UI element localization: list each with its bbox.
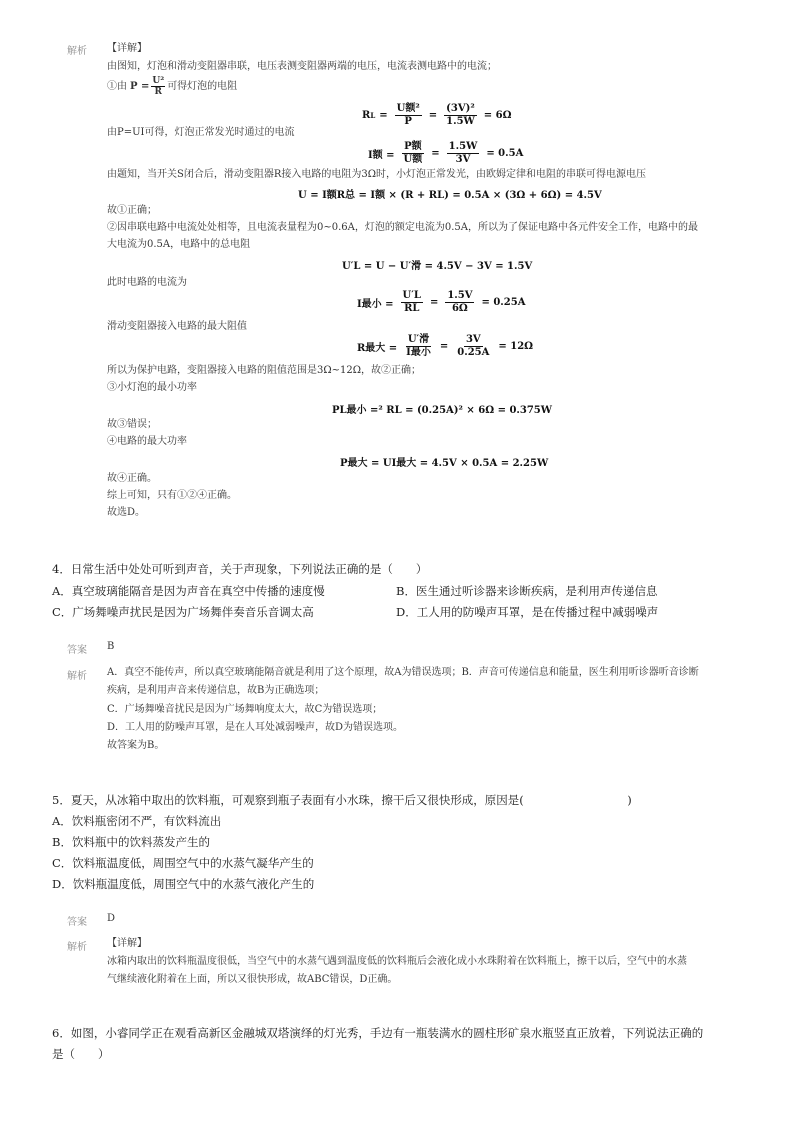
q3-line-13: ④电路的最大功率 xyxy=(107,436,187,447)
q3-line-3: 由P=UI可得，灯泡正常发光时通过的电流 xyxy=(107,127,295,138)
answer-label: 答案 xyxy=(67,917,87,928)
q3-line-2-suffix: 可得灯泡的电阻 xyxy=(167,80,238,92)
q3-line-12: 故③错误； xyxy=(107,419,157,430)
formula-6-frac-1 xyxy=(404,334,433,359)
q3-line-2-P: P = xyxy=(130,80,150,92)
fraction-numerator: 1.5V xyxy=(447,290,473,301)
q3-line-15: 综上可知，只有①②④正确。 xyxy=(107,490,237,501)
analysis-label: 解析 xyxy=(67,942,87,953)
formula-1-lhs: R xyxy=(362,110,371,121)
q4-option-d: D．工人用的防噪声耳罩，是在传播过程中减弱噪声 xyxy=(396,605,659,619)
formula-2-frac-2 xyxy=(447,141,480,166)
fraction-denominator: RL xyxy=(404,303,420,314)
formula-3: U = I额R总 = I额 × (R + RL) = 0.5A × (3Ω + 6Ω) = 4.5V xyxy=(298,190,602,201)
formula-5 xyxy=(357,290,525,315)
formula-8: P最大 = UI最大 = 4.5V × 0.5A = 2.25W xyxy=(340,458,549,469)
fraction-denominator: 6Ω xyxy=(451,303,468,314)
fraction-denominator: U额 xyxy=(403,154,423,165)
q5-option-b: B．饮料瓶中的饮料蒸发产生的 xyxy=(52,835,210,849)
q5-option-a: A．饮料瓶密闭不严，有饮料流出 xyxy=(52,814,222,828)
formula-1-eq2: = xyxy=(428,110,438,121)
fraction-numerator: U′L xyxy=(402,290,421,301)
q3-line-7: 大电流为0.5A，电路中的总电阻 xyxy=(107,239,251,250)
fraction-denominator: I最小 xyxy=(406,347,431,358)
formula-1-lhs-sub: L xyxy=(370,111,376,120)
formula-7: PL最小 =² RL = (0.25A)² × 6Ω = 0.375W xyxy=(332,405,552,416)
q5-stem: 5．夏天，从冰箱中取出的饮料瓶，可观察到瓶子表面有小水珠，擦干后又很快形成，原因是( ) xyxy=(52,793,632,807)
formula-5-lhs: I最小 = xyxy=(357,299,394,310)
formula-2-eq: = xyxy=(431,148,440,159)
q3-line-2-prefix: ①由 xyxy=(107,80,127,92)
q4-answer: B xyxy=(107,641,115,652)
q3-line-11: ③小灯泡的最小功率 xyxy=(107,382,197,393)
q4-analysis-2: 疾病，是利用声音来传递信息，故B为正确选项； xyxy=(107,685,325,696)
q4-option-c: C．广场舞噪声扰民是因为广场舞伴奏音乐音调太高 xyxy=(52,605,314,619)
formula-1-result: = 6Ω xyxy=(483,110,512,121)
q5-option-c: C．饮料瓶温度低，周围空气中的水蒸气凝华产生的 xyxy=(52,856,314,870)
formula-6-eq: = xyxy=(439,341,449,352)
q6-stem-line-1: 6．如图，小睿同学正在观看高新区金融城双塔演绎的灯光秀，手边有一瓶装满水的圆柱形矿泉水瓶竖直正放着，下列说法正确的 xyxy=(52,1026,704,1040)
analysis-label: 解析 xyxy=(67,46,87,57)
q3-line-4: 由题知，当开关S闭合后，滑动变阻器R接入电路的电阻为3Ω时，小灯泡正常发光，由欧姆定律和电阻的串联可得电源电压 xyxy=(107,169,647,180)
q3-line-2 xyxy=(107,76,237,97)
q4-analysis-4: D．工人用的防噪声耳罩，是在人耳处减弱噪声，故D为错误选项。 xyxy=(107,722,404,733)
fraction-denominator: 0.25A xyxy=(457,347,490,358)
formula-1-frac-1 xyxy=(395,103,422,128)
q4-option-b: B．医生通过听诊器来诊断疾病，是利用声传递信息 xyxy=(396,584,658,598)
fraction-numerator: (3V)² xyxy=(446,103,475,114)
q4-analysis-5: 故答案为B。 xyxy=(107,740,165,751)
detail-tag: 【详解】 xyxy=(107,938,147,949)
fraction-denominator: 3V xyxy=(455,154,471,165)
detail-tag: 【详解】 xyxy=(107,43,147,54)
fraction-numerator: 3V xyxy=(465,334,481,345)
q4-analysis-1: A．真空不能传声，所以真空玻璃能隔音就是利用了这个原理，故A为错误选项；B．声音可传递信息和能量，医生利用听诊器听音诊断 xyxy=(107,667,699,678)
formula-4: U′L = U − U′滑 = 4.5V − 3V = 1.5V xyxy=(342,261,533,272)
q6-stem-line-2: 是（ ） xyxy=(52,1047,110,1061)
q3-line-10: 所以为保护电路，变阻器接入电路的阻值范围是3Ω~12Ω，故②正确； xyxy=(107,365,422,376)
fraction-numerator: P额 xyxy=(404,141,422,152)
q5-analysis-1: 冰箱内取出的饮料瓶温度很低，当空气中的水蒸气遇到温度低的饮料瓶后会液化成小水珠附着在饮料瓶上，擦干以后，空气中的水蒸 xyxy=(107,956,687,967)
q3-line-2-fraction xyxy=(151,76,165,97)
q4-stem: 4．日常生活中处处可听到声音，关于声现象，下列说法正确的是（ ） xyxy=(52,562,428,576)
formula-6-frac-2 xyxy=(455,334,491,359)
fraction-numerator: 1.5W xyxy=(448,141,478,152)
formula-2-result: = 0.5A xyxy=(486,148,524,159)
fraction-denominator: R xyxy=(154,87,163,97)
formula-1-frac-2 xyxy=(444,103,477,128)
answer-label: 答案 xyxy=(67,645,87,656)
q5-answer: D xyxy=(107,913,116,924)
formula-1 xyxy=(362,103,512,128)
formula-2 xyxy=(368,141,523,166)
q3-line-14: 故④正确。 xyxy=(107,473,157,484)
formula-5-frac-1 xyxy=(401,290,423,315)
formula-5-frac-2 xyxy=(445,290,474,315)
formula-1-eq: = xyxy=(379,110,388,121)
formula-6-lhs: R最大 = xyxy=(357,343,398,354)
q3-line-1: 由图知，灯泡和滑动变阻器串联，电压表测变阻器两端的电压，电流表测电路中的电流； xyxy=(107,61,497,72)
fraction-numerator: U′滑 xyxy=(407,334,430,345)
q3-line-16: 故选D。 xyxy=(107,507,146,518)
analysis-label: 解析 xyxy=(67,671,87,682)
fraction-denominator: 1.5W xyxy=(446,116,475,127)
q4-option-a: A．真空玻璃能隔音是因为声音在真空中传播的速度慢 xyxy=(52,584,325,598)
formula-5-result: = 0.25A xyxy=(481,297,526,308)
formula-6-result: = 12Ω xyxy=(498,341,534,352)
q3-line-5: 故①正确； xyxy=(107,205,157,216)
fraction-numerator: U额² xyxy=(396,103,420,114)
q3-line-9: 滑动变阻器接入电路的最大阻值 xyxy=(107,321,247,332)
fraction-numerator: U² xyxy=(152,76,165,86)
q5-option-d: D．饮料瓶温度低，周围空气中的水蒸气液化产生的 xyxy=(52,877,315,891)
q3-line-8: 此时电路的电流为 xyxy=(107,277,187,288)
formula-2-frac-1 xyxy=(402,141,425,166)
formula-2-lhs: I额 = xyxy=(368,150,395,161)
formula-6 xyxy=(357,334,533,359)
formula-5-eq: = xyxy=(429,297,439,308)
fraction-denominator: P xyxy=(404,116,412,127)
q5-analysis-2: 气继续液化附着在上面，所以又很快形成，故ABC错误，D正确。 xyxy=(107,974,398,985)
q4-analysis-3: C．广场舞噪音扰民是因为广场舞响度太大，故C为错误选项； xyxy=(107,704,383,715)
q3-line-6: ②因串联电路中电流处处相等，且电流表量程为0~0.6A，灯泡的额定电流为0.5A，所以为了保证电路中各元件安全工作，电路中的最 xyxy=(107,222,698,233)
